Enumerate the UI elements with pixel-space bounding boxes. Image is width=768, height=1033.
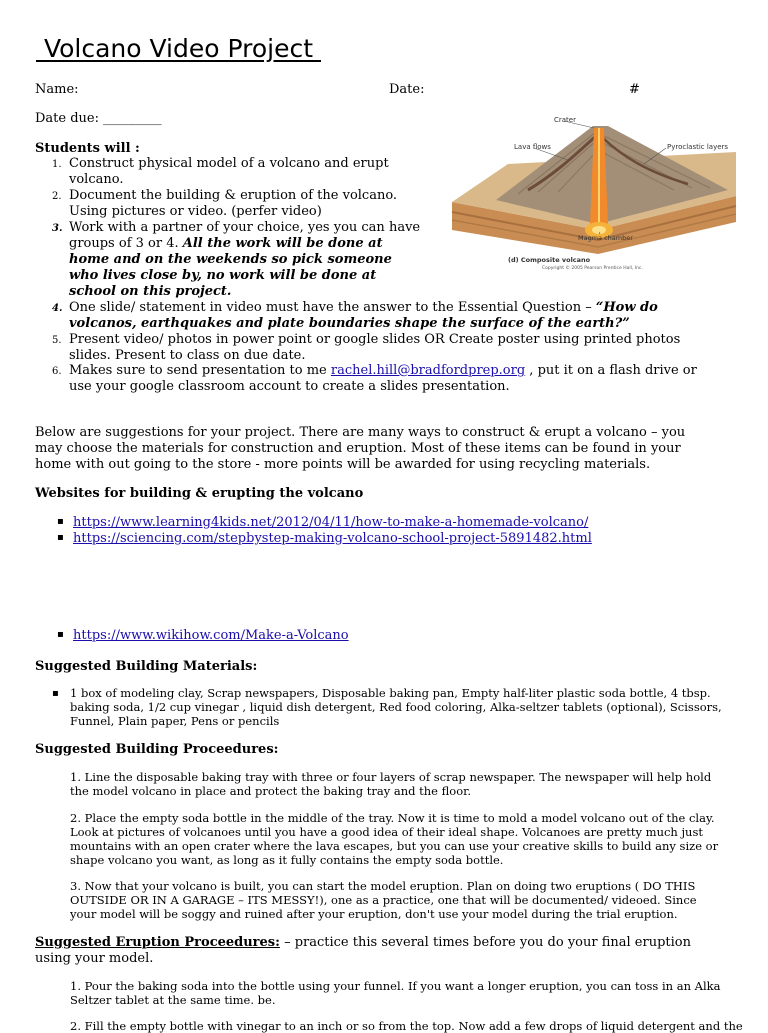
- step-line: Work with a partner of your choice, yes you can have: [69, 220, 421, 235]
- step-line: [69, 300, 658, 316]
- procedure-line: 1. Line the disposable baking tray with three or four layers of scrap newspaper. The newspaper will help hold: [70, 770, 712, 784]
- essential-question: volcanos, earthquakes and plate boundaries shape the surface of the earth?”: [69, 316, 630, 331]
- step-emphasis: who lives close by, no work will be done at: [69, 268, 377, 283]
- materials-line: 1 box of modeling clay, Scrap newspapers, Disposable baking pan, Empty half-liter plastic soda bottle, 4 tbsp.: [70, 686, 711, 700]
- date-due-label: Date due: _________: [35, 111, 162, 126]
- step-text: groups of 3 or 4.: [69, 236, 183, 251]
- step-line: Present video/ photos in power point or google slides OR Create poster using printed photos: [69, 332, 681, 347]
- step-text: , put it on a flash drive or: [525, 363, 697, 378]
- step-emphasis: All the work will be done at: [182, 236, 383, 251]
- intro-line: home with out going to the store - more points will be awarded for using recycling materials.: [35, 457, 651, 472]
- eruption-heading: Suggested Eruption Proceedures:: [35, 935, 280, 950]
- intro-line: may choose the materials for construction and eruption. Most of these items can be found in your: [35, 441, 681, 456]
- step-number: 2.: [52, 191, 62, 202]
- procedure-line: OUTSIDE OR IN A GARAGE – ITS MESSY!), one as a practice, one that will be documented/ videoed. Since: [70, 893, 697, 907]
- procedures-heading: Suggested Building Proceedures:: [35, 742, 279, 757]
- diagram-label-crater: Crater: [554, 116, 576, 124]
- step-number: 3.: [52, 223, 63, 234]
- materials-heading: Suggested Building Materials:: [35, 659, 258, 674]
- procedure-line: mountains with an open crater where the lava escapes, but you can use your creative skills to build any size or: [70, 839, 719, 853]
- step-line: Document the building & eruption of the volcano.: [69, 188, 398, 203]
- number-label: #: [629, 82, 640, 97]
- bullet-icon: ▪: [57, 629, 64, 640]
- procedure-line: the model volcano in place and protect the baking tray and the floor.: [70, 784, 472, 798]
- email-link[interactable]: rachel.hill@bradfordprep.org: [330, 363, 526, 378]
- eruption-line: 2. Fill the empty bottle with vinegar to an inch or so from the top. Now add a few drops of liquid detergent and the: [70, 1019, 743, 1033]
- eruption-heading-line: [35, 935, 691, 951]
- step-line: volcano.: [69, 172, 124, 187]
- procedure-line: 2. Place the empty soda bottle in the middle of the tray. Now it is time to mold a model volcano out of the clay.: [70, 811, 715, 825]
- students-heading: Students will :: [35, 141, 140, 156]
- name-label: Name:: [35, 82, 79, 97]
- step-number: 4.: [52, 303, 63, 314]
- bullet-icon: ▪: [57, 532, 64, 543]
- website-link[interactable]: https://sciencing.com/stepbystep-making-volcano-school-project-5891482.html: [73, 531, 592, 546]
- websites-heading: Websites for building & erupting the volcano: [35, 486, 364, 501]
- step-number: 5.: [52, 335, 62, 346]
- procedure-line: your model will be soggy and ruined after your eruption, don't use your model during the trial eruption.: [70, 907, 678, 921]
- procedure-line: Look at pictures of volcanoes until you have a good idea of their ideal shape. Volcanoes are pretty much just: [70, 825, 703, 839]
- eruption-line: Seltzer tablet at the same time. be.: [70, 993, 276, 1007]
- procedure-line: 3. Now that your volcano is built, you can start the model eruption. Plan on doing two eruptions ( DO THIS: [70, 879, 696, 893]
- step-line: [69, 363, 697, 379]
- step-emphasis: “How do: [595, 300, 658, 315]
- eruption-line: 1. Pour the baking soda into the bottle using your funnel. If you want a longer eruption, you can toss in an Alka: [70, 979, 721, 993]
- intro-line: Below are suggestions for your project. There are many ways to construct & erupt a volcano – you: [35, 425, 686, 440]
- step-line: [69, 236, 383, 252]
- step-line: Using pictures or video. (perfer video): [69, 204, 322, 219]
- step-emphasis: school on this project.: [69, 284, 232, 299]
- diagram-label-magma: Magma chamber: [578, 234, 633, 242]
- materials-line: baking soda, 1/2 cup vinegar , liquid dish detergent, Red food coloring, Alka-seltzer tablets (optional), Scissors,: [70, 700, 722, 714]
- diagram-label-lava-flows: Lava flows: [514, 143, 551, 151]
- bullet-icon: ▪: [57, 516, 64, 527]
- date-label: Date:: [389, 82, 425, 97]
- diagram-copyright: Copyright © 2005 Pearson Prentice Hall, Inc.: [542, 266, 643, 271]
- step-number: 1.: [52, 159, 62, 170]
- diagram-caption: (d) Composite volcano: [508, 256, 591, 264]
- bullet-icon: ▪: [52, 688, 59, 699]
- step-emphasis: home and on the weekends so pick someone: [69, 252, 392, 267]
- step-line: use your google classroom account to create a slides presentation.: [69, 379, 510, 394]
- step-line: Construct physical model of a volcano and erupt: [69, 156, 389, 171]
- step-line: slides. Present to class on due date.: [69, 348, 306, 363]
- website-link[interactable]: https://www.learning4kids.net/2012/04/11/how-to-make-a-homemade-volcano/: [73, 515, 589, 530]
- diagram-label-pyroclastic: Pyroclastic layers: [667, 143, 729, 151]
- composite-volcano-diagram: [448, 112, 740, 272]
- eruption-heading-rest: – practice this several times before you do your final eruption: [279, 935, 691, 950]
- page-title: Volcano Video Project: [36, 34, 321, 63]
- procedure-line: shape volcano you want, as long as it fully contains the empty soda bottle.: [70, 853, 504, 867]
- step-text: Makes sure to send presentation to me: [69, 363, 331, 378]
- step-text: One slide/ statement in video must have the answer to the Essential Question –: [69, 300, 596, 315]
- materials-line: Funnel, Plain paper, Pens or pencils: [70, 714, 280, 728]
- eruption-heading-line2: using your model.: [35, 951, 154, 966]
- website-link[interactable]: https://www.wikihow.com/Make-a-Volcano: [73, 628, 349, 643]
- step-number: 6.: [52, 366, 62, 377]
